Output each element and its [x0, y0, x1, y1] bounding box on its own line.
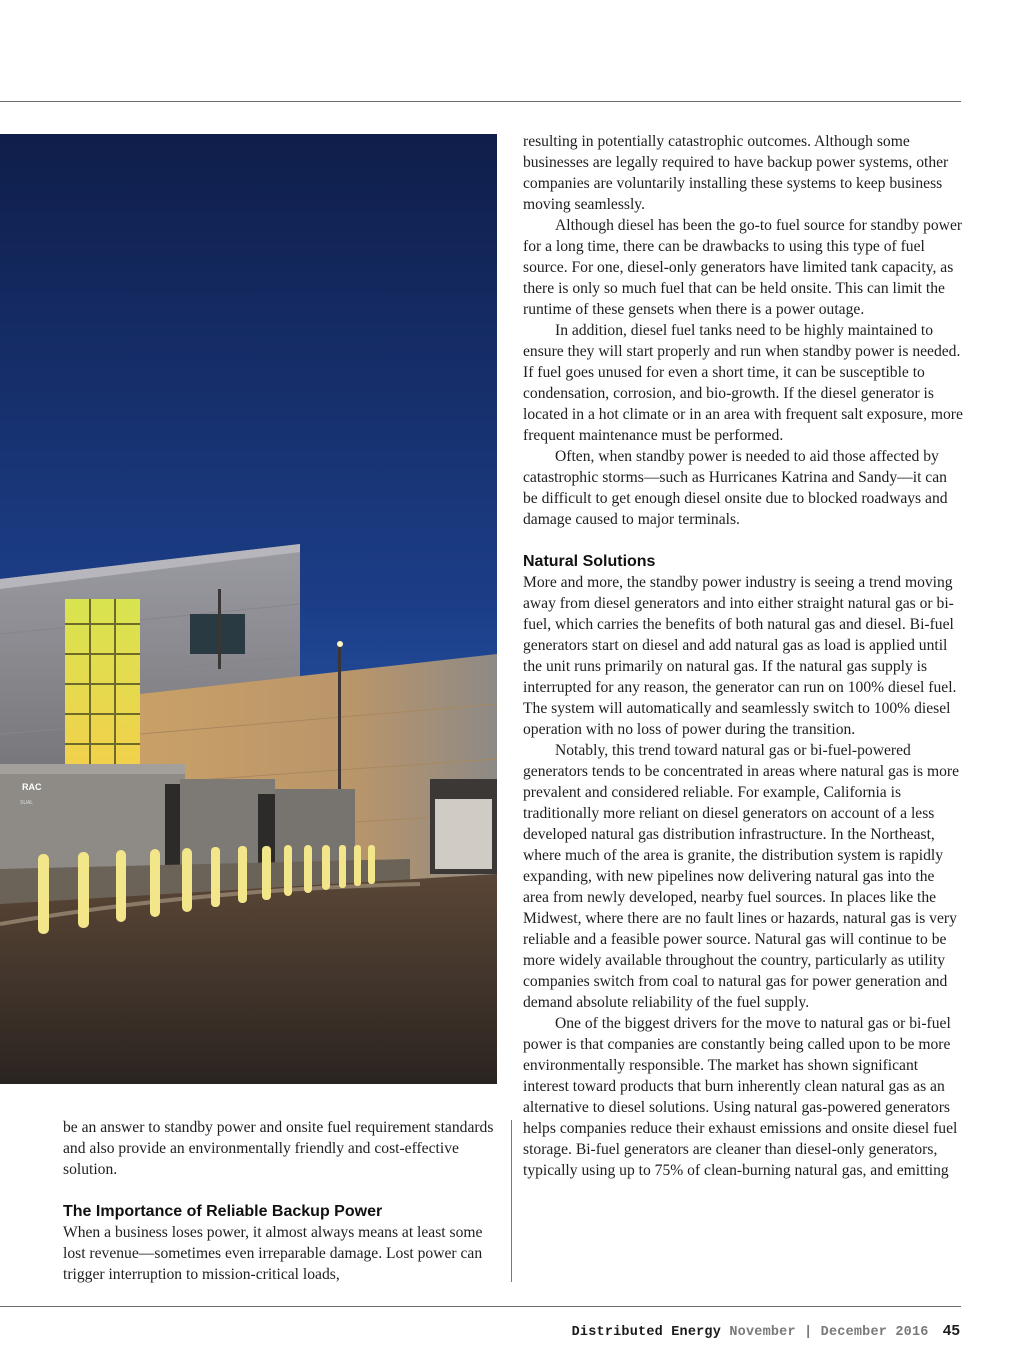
body-paragraph: More and more, the standby power industry is seeing a trend moving away from diesel generators and into either straight natural gas or bi-fuel, which carries the benefits of both natural gas and diesel. Bi-fuel generators start on diesel and add natural gas as load is applied until the unit runs primarily on natural gas. If the natural gas supply is interrupted for any reason, the generator can run on 100% diesel fuel. The system will automatically and seamlessly switch to 100% diesel operation with no loss of power during the transition. [523, 574, 957, 738]
body-paragraph: Often, when standby power is needed to aid those affected by catastrophic storms—such as Hurricanes Katrina and Sandy—it can be difficult to get enough diesel onsite due to blocked roadways and damage caused to major terminals. [523, 448, 948, 528]
page-footer [572, 1322, 960, 1340]
column-divider [511, 1120, 512, 1282]
generator-sign-subtext: SUAL [20, 800, 34, 806]
body-paragraph: In addition, diesel fuel tanks need to be highly maintained to ensure they will start properly and run when standby power is needed. If fuel goes unused for even a short time, it can be susceptible to condensation, corrosion, and bio-growth. If the diesel generator is located in a hot climate or in an area with frequent salt exposure, more frequent maintenance must be performed. [523, 322, 963, 444]
body-paragraph: resulting in potentially catastrophic outcomes. Although some businesses are legally required to have backup power systems, other companies are voluntarily installing these systems to keep business moving seamlessly. [523, 133, 949, 213]
right-text-column [523, 131, 963, 1181]
body-paragraph: be an answer to standby power and onsite fuel requirement standards and also provide an environmentally friendly and cost-effective solution. [63, 1119, 494, 1178]
section-heading-backup-power: The Importance of Reliable Backup Power [63, 1203, 383, 1220]
footer-rule [0, 1306, 961, 1307]
body-paragraph: Although diesel has been the go-to fuel source for standby power for a long time, there can be drawbacks to using this type of fuel source. For one, diesel-only generators have limited tank capacity, as there is only so much fuel that can be held onsite. This can limit the runtime of these gensets when there is a power outage. [523, 217, 963, 318]
body-paragraph: Notably, this trend toward natural gas or bi-fuel-powered generators tends to be concentrated in areas where natural gas is more prevalent and considered reliable. For example, California is traditionally more reliant on diesel generators on account of a less developed natural gas distribution infrastructure. In the Northeast, where much of the area is granite, the distribution system is rapidly expanding, with new pipelines now delivering natural gas into the area from newly developed, nearby fuel sources. In places like the Midwest, where there are no fault lines or hazards, natural gas is very reliable and a feasible power source. Natural gas will continue to be more widely available throughout the country, particularly as utility companies switch from coal to natural gas for power generation and demand absolute reliability of the fuel supply. [523, 742, 960, 1011]
header-rule [0, 101, 961, 102]
publication-name: Distributed Energy [571, 1325, 722, 1340]
body-paragraph: One of the biggest drivers for the move to natural gas or bi-fuel power is that companies are constantly being called upon to be more environmentally responsible. The market has shown significant interest toward products that burn inherently clean natural gas as an alternative to diesel solutions. Using natural gas-powered generators helps companies reduce their exhaust emissions and onsite diesel fuel storage. Bi-fuel generators are cleaner than diesel-only generators, typically using up to 75% of clean-burning natural gas, and emitting [523, 1015, 958, 1179]
page-number: 45 [942, 1322, 960, 1339]
generator-sign-text: RAC [22, 782, 42, 792]
left-text-column [63, 1117, 503, 1285]
generator-facility-photo [0, 134, 497, 1084]
section-heading-natural-solutions: Natural Solutions [523, 553, 656, 570]
body-paragraph: When a business loses power, it almost always means at least some lost revenue—sometimes even irreparable damage. Lost power can trigger interruption to mission-critical loads, [63, 1224, 483, 1283]
issue-date: November | December 2016 [729, 1325, 929, 1340]
